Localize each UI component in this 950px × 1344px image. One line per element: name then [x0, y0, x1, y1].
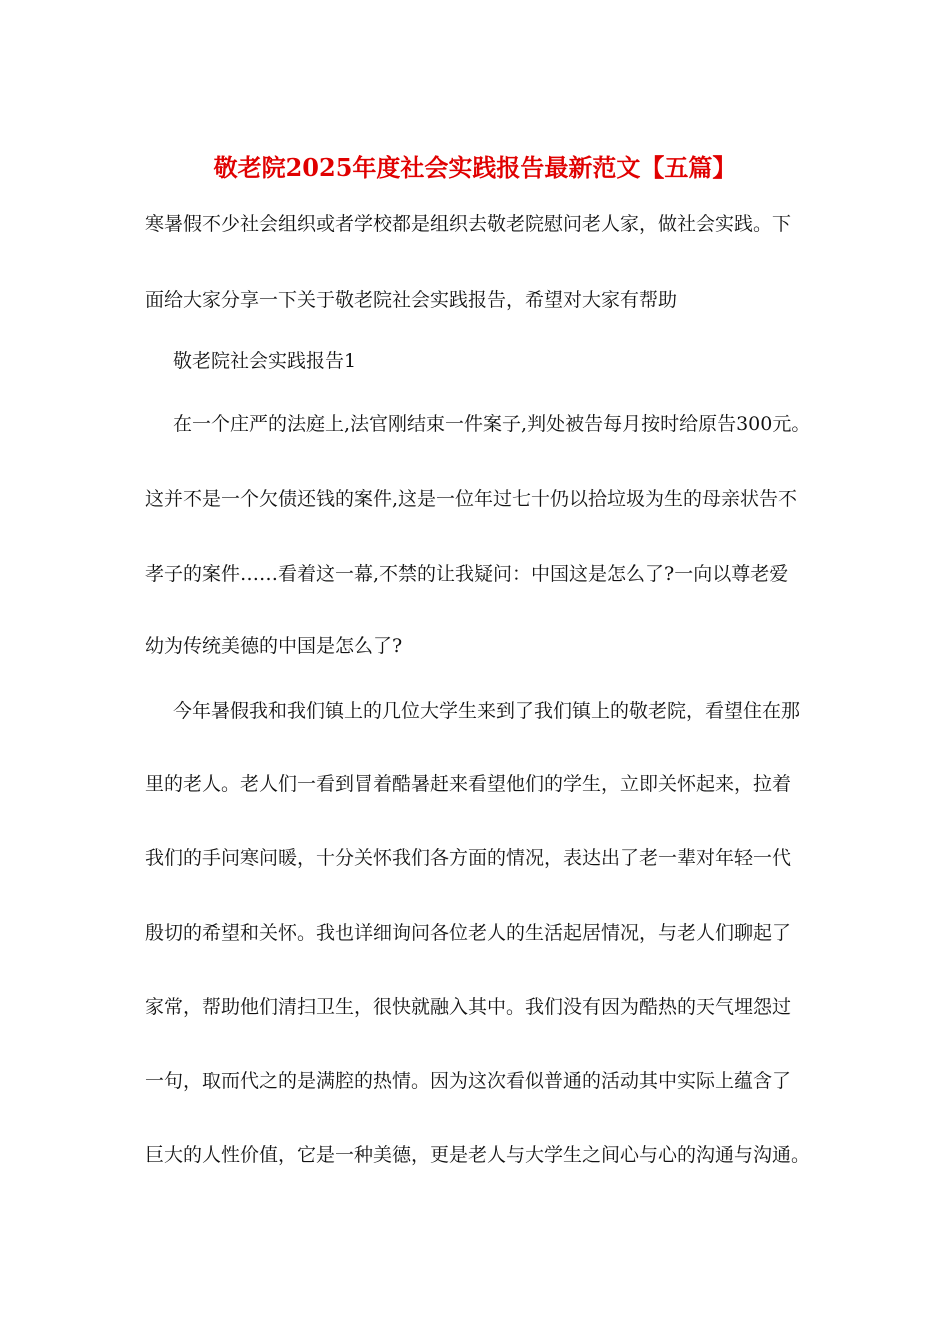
paragraph-line: 家常，帮助他们清扫卫生，很快就融入其中。我们没有因为酷热的天气埋怨过 — [145, 996, 792, 1018]
paragraph-line: 这并不是一个欠债还钱的案件,这是一位年过七十仍以拾垃圾为生的母亲状告不 — [145, 488, 798, 510]
section-heading: 敬老院社会实践报告1 — [173, 350, 357, 372]
paragraph-line: 我们的手问寒问暖，十分关怀我们各方面的情况，表达出了老一辈对年轻一代 — [145, 847, 792, 869]
paragraph-line: 孝子的案件……看着这一幕,不禁的让我疑问：中国这是怎么了?一向以尊老爱 — [145, 563, 789, 585]
paragraph-line: 殷切的希望和关怀。我也详细询问各位老人的生活起居情况，与老人们聊起了 — [145, 922, 792, 944]
document-title: 敬老院2025年度社会实践报告最新范文【五篇】 — [213, 153, 737, 182]
paragraph-line: 今年暑假我和我们镇上的几位大学生来到了我们镇上的敬老院，看望住在那 — [173, 700, 801, 722]
paragraph-line: 在一个庄严的法庭上,法官刚结束一件案子,判处被告每月按时给原告300元。 — [173, 413, 811, 435]
paragraph-line: 里的老人。老人们一看到冒着酷暑赶来看望他们的学生，立即关怀起来，拉着 — [145, 773, 792, 795]
paragraph-line: 巨大的人性价值，它是一种美德，更是老人与大学生之间心与心的沟通与沟通。 — [145, 1144, 811, 1166]
paragraph-line: 面给大家分享一下关于敬老院社会实践报告，希望对大家有帮助 — [145, 289, 678, 311]
paragraph-line: 幼为传统美德的中国是怎么了? — [145, 635, 403, 657]
paragraph-line: 一句，取而代之的是满腔的热情。因为这次看似普通的活动其中实际上蕴含了 — [145, 1070, 792, 1092]
paragraph-line: 寒暑假不少社会组织或者学校都是组织去敬老院慰问老人家，做社会实践。下 — [145, 213, 792, 235]
